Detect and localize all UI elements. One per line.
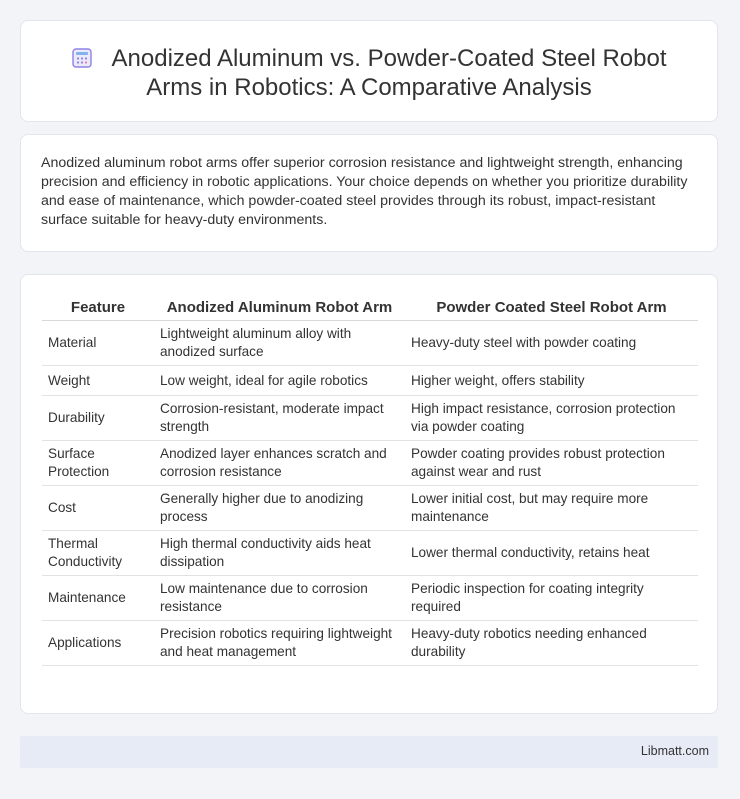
table-row: [42, 486, 698, 531]
aluminum-cell: Corrosion-resistant, moderate impact strength: [154, 396, 405, 441]
feature-cell: Durability: [42, 396, 154, 441]
table-header-row: [42, 295, 698, 321]
steel-cell: Heavy-duty steel with powder coating: [405, 321, 698, 366]
table-row: [42, 321, 698, 366]
feature-cell: Cost: [42, 486, 154, 531]
table-row: [42, 366, 698, 396]
comparison-card: [20, 274, 718, 714]
intro-text: Anodized aluminum robot arms offer superior corrosion resistance and lightweight strength, enhancing precision and efficiency in robotic applications. Your choice depends on whether you prioritize durability and ease of maintenance, which powder-coated steel provides through its robust, impact-resistant surface suitable for heavy-duty environments.: [41, 155, 688, 228]
footer-bar: [20, 736, 718, 768]
footer-brand-link[interactable]: Libmatt.com: [640, 744, 709, 758]
feature-cell: Weight: [42, 366, 154, 396]
aluminum-cell: Precision robotics requiring lightweight and heat management: [154, 621, 405, 666]
steel-cell: Lower initial cost, but may require more maintenance: [405, 486, 698, 531]
feature-cell: Material: [42, 321, 154, 366]
page-title: [61, 44, 677, 102]
title-card: [20, 20, 718, 122]
table-row: [42, 576, 698, 621]
header-feature: Feature: [42, 295, 154, 321]
steel-cell: Higher weight, offers stability: [405, 366, 698, 396]
steel-cell: Powder coating provides robust protection against wear and rust: [405, 441, 698, 486]
calculator-icon: [72, 48, 92, 68]
aluminum-cell: Generally higher due to anodizing process: [154, 486, 405, 531]
feature-cell: Thermal Conductivity: [42, 531, 154, 576]
header-steel: Powder Coated Steel Robot Arm: [405, 295, 698, 321]
aluminum-cell: High thermal conductivity aids heat dissipation: [154, 531, 405, 576]
aluminum-cell: Lightweight aluminum alloy with anodized surface: [154, 321, 405, 366]
steel-cell: High impact resistance, corrosion protection via powder coating: [405, 396, 698, 441]
aluminum-cell: Low weight, ideal for agile robotics: [154, 366, 405, 396]
table-row: [42, 396, 698, 441]
comparison-table: [42, 295, 698, 666]
table-row: [42, 531, 698, 576]
intro-card: [20, 134, 718, 252]
feature-cell: Surface Protection: [42, 441, 154, 486]
header-aluminum: Anodized Aluminum Robot Arm: [154, 295, 405, 321]
aluminum-cell: Low maintenance due to corrosion resistance: [154, 576, 405, 621]
page-title-text: Anodized Aluminum vs. Powder-Coated Steel Robot Arms in Robotics: A Comparative Analysis: [111, 45, 667, 101]
table-row: [42, 621, 698, 666]
feature-cell: Maintenance: [42, 576, 154, 621]
aluminum-cell: Anodized layer enhances scratch and corrosion resistance: [154, 441, 405, 486]
feature-cell: Applications: [42, 621, 154, 666]
table-row: [42, 441, 698, 486]
steel-cell: Periodic inspection for coating integrity required: [405, 576, 698, 621]
steel-cell: Lower thermal conductivity, retains heat: [405, 531, 698, 576]
steel-cell: Heavy-duty robotics needing enhanced durability: [405, 621, 698, 666]
